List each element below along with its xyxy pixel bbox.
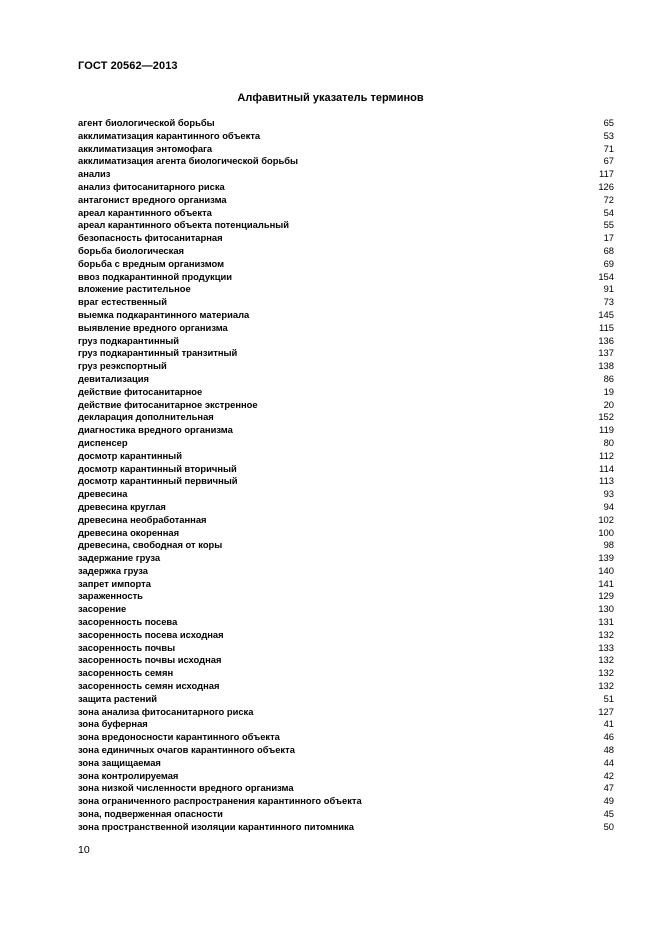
term-row bbox=[78, 168, 614, 181]
term-name: декларация дополнительная bbox=[78, 411, 214, 423]
term-page-ref: 80 bbox=[603, 436, 614, 448]
term-name: анализ фитосанитарного риска bbox=[78, 180, 225, 192]
term-row bbox=[78, 718, 614, 731]
term-name: древесина, свободная от коры bbox=[78, 539, 223, 551]
term-page-ref: 91 bbox=[603, 283, 614, 295]
term-row bbox=[78, 744, 614, 757]
term-name: древесина bbox=[78, 488, 128, 500]
term-row bbox=[78, 347, 614, 360]
term-name: защита растений bbox=[78, 692, 157, 704]
term-page-ref: 102 bbox=[598, 513, 614, 525]
term-row bbox=[78, 731, 614, 744]
term-name: засоренность почвы bbox=[78, 641, 176, 653]
term-row bbox=[78, 130, 614, 143]
term-page-ref: 112 bbox=[599, 449, 614, 461]
term-page-ref: 126 bbox=[598, 180, 614, 192]
term-name: засоренность семян исходная bbox=[78, 680, 220, 692]
term-page-ref: 100 bbox=[598, 526, 614, 538]
term-row bbox=[78, 463, 614, 476]
term-page-ref: 50 bbox=[603, 820, 614, 832]
term-page-ref: 48 bbox=[603, 744, 614, 756]
term-page-ref: 42 bbox=[603, 769, 614, 781]
term-page-ref: 141 bbox=[598, 577, 614, 589]
term-page-ref: 98 bbox=[603, 539, 614, 551]
term-name: борьба биологическая bbox=[78, 244, 185, 256]
term-page-ref: 115 bbox=[599, 321, 614, 333]
term-name: безопасность фитосанитарная bbox=[78, 232, 223, 244]
index-title: Алфавитный указатель терминов bbox=[237, 92, 424, 104]
term-page-ref: 127 bbox=[598, 705, 614, 717]
term-row bbox=[78, 219, 614, 232]
term-page-ref: 67 bbox=[603, 155, 614, 167]
term-row bbox=[78, 207, 614, 220]
term-page-ref: 72 bbox=[603, 193, 614, 205]
term-page-ref: 154 bbox=[598, 270, 614, 282]
term-name: ввоз подкарантинной продукции bbox=[78, 270, 233, 282]
term-name: девитализация bbox=[78, 372, 149, 384]
term-page-ref: 131 bbox=[598, 616, 614, 628]
term-row bbox=[78, 296, 614, 309]
term-row bbox=[78, 552, 614, 565]
term-page-ref: 139 bbox=[598, 552, 614, 564]
term-page-ref: 138 bbox=[598, 360, 614, 372]
term-name: выемка подкарантинного материала bbox=[78, 308, 250, 320]
term-row bbox=[78, 667, 614, 680]
term-row bbox=[78, 386, 614, 399]
term-page-ref: 137 bbox=[598, 347, 614, 359]
term-name: агент биологической борьбы bbox=[78, 117, 215, 128]
term-name: груз подкарантинный транзитный bbox=[78, 347, 238, 359]
term-row bbox=[78, 258, 614, 271]
term-page-ref: 73 bbox=[603, 296, 614, 308]
term-page-ref: 145 bbox=[598, 308, 614, 320]
term-page-ref: 132 bbox=[598, 654, 614, 666]
term-name: антагонист вредного организма bbox=[78, 193, 227, 205]
term-row bbox=[78, 411, 614, 424]
term-row bbox=[78, 450, 614, 463]
term-name: засоренность семян bbox=[78, 667, 174, 679]
term-page-ref: 71 bbox=[603, 142, 614, 154]
term-name: зона анализа фитосанитарного риска bbox=[78, 705, 254, 717]
term-row bbox=[78, 117, 614, 130]
term-row bbox=[78, 539, 614, 552]
term-name: акклиматизация энтомофага bbox=[78, 142, 213, 154]
term-row bbox=[78, 335, 614, 348]
term-page-ref: 49 bbox=[603, 795, 614, 807]
term-page-ref: 54 bbox=[603, 206, 614, 218]
term-name: досмотр карантинный вторичный bbox=[78, 462, 237, 474]
term-name: зона защищаемая bbox=[78, 756, 161, 768]
term-row bbox=[78, 437, 614, 450]
term-name: груз подкарантинный bbox=[78, 334, 180, 346]
term-name: засоренность посева bbox=[78, 616, 178, 628]
term-page-ref: 94 bbox=[603, 500, 614, 512]
term-page-ref: 114 bbox=[599, 462, 614, 474]
term-row bbox=[78, 770, 614, 783]
term-row bbox=[78, 680, 614, 693]
term-page-ref: 93 bbox=[603, 488, 614, 500]
term-name: выявление вредного организма bbox=[78, 321, 228, 333]
term-row bbox=[78, 616, 614, 629]
term-name: задержание груза bbox=[78, 552, 161, 564]
term-page-ref: 132 bbox=[598, 667, 614, 679]
term-row bbox=[78, 501, 614, 514]
term-page-ref: 113 bbox=[599, 475, 614, 487]
term-name: древесина окоренная bbox=[78, 526, 180, 538]
term-page-ref: 17 bbox=[603, 232, 614, 244]
term-name: акклиматизация карантинного объекта bbox=[78, 129, 261, 141]
term-row bbox=[78, 360, 614, 373]
term-name: диспенсер bbox=[78, 436, 128, 448]
term-page-ref: 152 bbox=[598, 411, 614, 423]
term-row bbox=[78, 373, 614, 386]
term-row bbox=[78, 590, 614, 603]
term-name: ареал карантинного объекта потенциальный bbox=[78, 219, 290, 231]
document-standard-header: ГОСТ 20562—2013 bbox=[78, 60, 178, 72]
term-row bbox=[78, 693, 614, 706]
term-name: борьба с вредным организмом bbox=[78, 257, 225, 269]
term-row bbox=[78, 309, 614, 322]
term-name: древесина необработанная bbox=[78, 513, 207, 525]
term-name: вложение растительное bbox=[78, 283, 191, 295]
term-name: зона, подверженная опасности bbox=[78, 808, 223, 820]
term-row bbox=[78, 527, 614, 540]
term-row bbox=[78, 782, 614, 795]
term-name: зона ограниченного распространения карантинного объекта bbox=[78, 795, 362, 807]
term-page-ref: 132 bbox=[598, 628, 614, 640]
term-name: анализ bbox=[78, 168, 111, 180]
term-row bbox=[78, 642, 614, 655]
term-page-ref: 140 bbox=[598, 564, 614, 576]
term-name: зона единичных очагов карантинного объекта bbox=[78, 744, 295, 756]
term-page-ref: 132 bbox=[598, 680, 614, 692]
term-page-ref: 20 bbox=[603, 398, 614, 410]
term-name: ареал карантинного объекта bbox=[78, 206, 212, 218]
term-row bbox=[78, 603, 614, 616]
term-name: груз реэкспортный bbox=[78, 360, 167, 372]
term-row bbox=[78, 578, 614, 591]
term-row bbox=[78, 283, 614, 296]
term-page-ref: 119 bbox=[599, 424, 614, 436]
term-row bbox=[78, 821, 614, 834]
term-row bbox=[78, 654, 614, 667]
term-page-ref: 41 bbox=[603, 718, 614, 730]
term-name: зона низкой численности вредного организма bbox=[78, 782, 294, 794]
term-page-ref: 130 bbox=[598, 603, 614, 615]
term-name: запрет импорта bbox=[78, 577, 151, 589]
term-row bbox=[78, 565, 614, 578]
term-page-ref: 47 bbox=[603, 782, 614, 794]
term-row bbox=[78, 629, 614, 642]
term-name: зараженность bbox=[78, 590, 143, 602]
term-page-ref: 133 bbox=[598, 641, 614, 653]
page-number: 10 bbox=[78, 844, 90, 856]
term-row bbox=[78, 181, 614, 194]
term-name: засоренность почвы исходная bbox=[78, 654, 222, 666]
term-row bbox=[78, 795, 614, 808]
term-name: действие фитосанитарное экстренное bbox=[78, 398, 258, 410]
term-name: враг естественный bbox=[78, 296, 167, 308]
term-page-ref: 65 bbox=[603, 117, 614, 128]
term-row bbox=[78, 322, 614, 335]
term-page-ref: 44 bbox=[603, 756, 614, 768]
term-name: досмотр карантинный первичный bbox=[78, 475, 238, 487]
term-name: зона вредоносности карантинного объекта bbox=[78, 731, 280, 743]
term-page-ref: 136 bbox=[598, 334, 614, 346]
term-row bbox=[78, 399, 614, 412]
term-name: засорение bbox=[78, 603, 127, 615]
term-row bbox=[78, 514, 614, 527]
term-name: зона буферная bbox=[78, 718, 148, 730]
term-name: задержка груза bbox=[78, 564, 149, 576]
term-page-ref: 45 bbox=[603, 808, 614, 820]
term-row bbox=[78, 271, 614, 284]
term-name: досмотр карантинный bbox=[78, 449, 182, 461]
term-page-ref: 55 bbox=[603, 219, 614, 231]
term-row bbox=[78, 488, 614, 501]
term-row bbox=[78, 194, 614, 207]
term-page-ref: 46 bbox=[603, 731, 614, 743]
term-name: зона контролируемая bbox=[78, 769, 179, 781]
term-row bbox=[78, 232, 614, 245]
term-page-ref: 129 bbox=[598, 590, 614, 602]
term-page-ref: 53 bbox=[603, 129, 614, 141]
term-row bbox=[78, 424, 614, 437]
term-page-ref: 68 bbox=[603, 244, 614, 256]
term-page-ref: 19 bbox=[603, 385, 614, 397]
term-name: действие фитосанитарное bbox=[78, 385, 203, 397]
term-row bbox=[78, 475, 614, 488]
term-row bbox=[78, 155, 614, 168]
term-row bbox=[78, 245, 614, 258]
term-name: древесина круглая bbox=[78, 500, 166, 512]
term-page-ref: 86 bbox=[603, 372, 614, 384]
term-page-ref: 69 bbox=[603, 257, 614, 269]
term-name: диагностика вредного организма bbox=[78, 424, 233, 436]
term-list bbox=[78, 117, 614, 834]
term-name: акклиматизация агента биологической борьбы bbox=[78, 155, 299, 167]
term-page-ref: 117 bbox=[599, 168, 614, 180]
term-row bbox=[78, 808, 614, 821]
term-page-ref: 51 bbox=[603, 692, 614, 704]
term-name: зона пространственной изоляции карантинного питомника bbox=[78, 820, 354, 832]
term-row bbox=[78, 706, 614, 719]
term-row bbox=[78, 757, 614, 770]
term-name: засоренность посева исходная bbox=[78, 628, 224, 640]
term-row bbox=[78, 143, 614, 156]
